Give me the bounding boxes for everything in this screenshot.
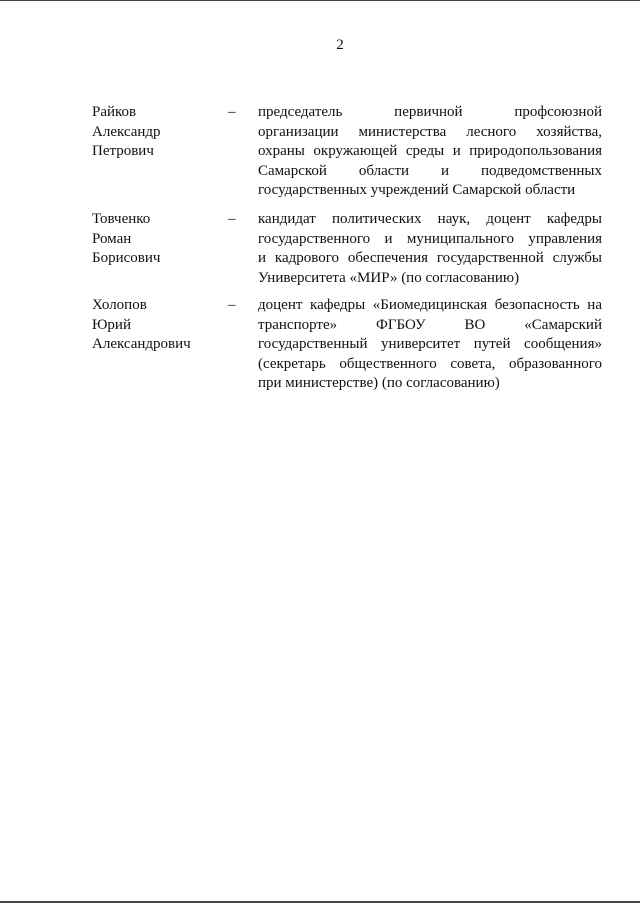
member-name-line: Роман [92,230,132,247]
member-name-line: Петрович [92,143,154,159]
description-line: кандидат политических наук, доцент кафедры [258,211,602,227]
member-name-line: Александрович [92,336,191,352]
member-entry-raikov [92,103,604,203]
description-line: охраны окружающей среды и природопользования [258,143,602,159]
top-scan-edge [0,0,640,1]
description-line: доцент кафедры «Биомедицинская безопасность на [258,297,602,313]
member-name-line: Борисович [92,250,161,266]
dash-separator: – [228,104,236,120]
member-name-line: Товченко [92,211,151,227]
member-name-line: Юрий [92,316,131,333]
member-description [258,103,602,201]
description-line: организации министерства лесного хозяйства, [258,123,602,140]
dash-separator: – [228,211,236,227]
description-line: при министерстве) (по согласованию) [258,375,500,391]
description-line: (секретарь общественного совета, образованного [258,355,602,372]
description-line: государственных учреждений Самарской области [258,182,576,198]
description-line: Университета «МИР» (по согласованию) [258,269,520,286]
member-description [258,296,602,394]
member-entry-tovchenko [92,210,604,290]
description-line: и кадрового обеспечения государственной службы [258,250,602,266]
bottom-scan-edge [0,901,640,903]
description-line: председатель первичной профсоюзной [258,104,602,120]
member-name [92,103,161,162]
member-description [258,210,602,288]
dash-separator: – [228,297,236,313]
member-entry-kholopov [92,296,604,396]
member-name-line: Райков [92,104,137,120]
member-name-line: Александр [92,123,161,140]
description-line: транспорте» ФГБОУ ВО «Самарский [258,316,602,333]
page-number: 2 [336,37,344,53]
member-name-line: Холопов [92,297,147,313]
description-line: государственного и муниципального управления [258,230,602,247]
member-name [92,210,160,269]
member-name [92,296,191,355]
description-line: Самарской области и подведомственных [258,162,602,179]
description-line: государственный университет путей сообщения» [258,336,602,352]
